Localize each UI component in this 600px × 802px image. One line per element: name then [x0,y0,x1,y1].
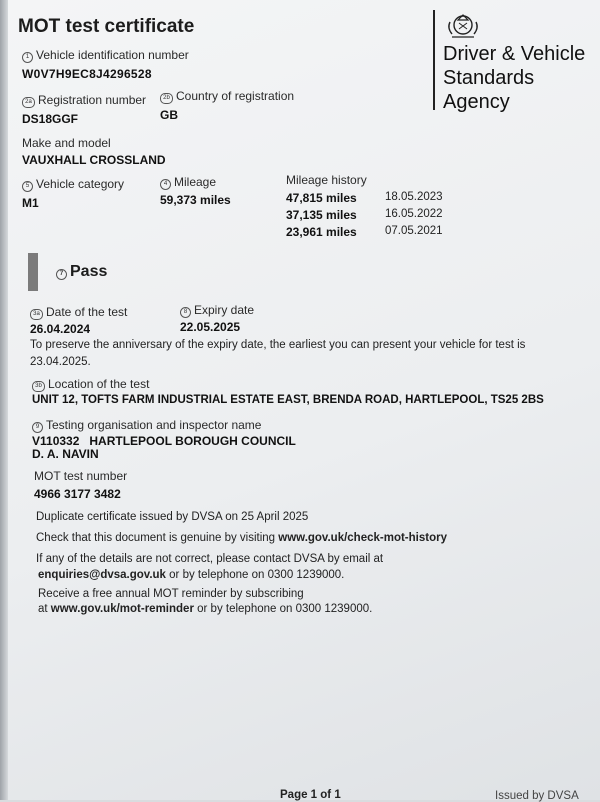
mileage-history-miles: 23,961 miles [286,225,357,239]
mileage-history-date: 07.05.2021 [385,225,443,237]
location-label: 3b Location of the test [32,377,149,392]
issued-by: Issued by DVSA [495,790,579,802]
mileage-value: 59,373 miles [160,193,231,207]
country-value: GB [160,108,178,122]
mileage-history-miles: 37,135 miles [286,208,357,222]
make-model-label: Make and model [22,136,111,150]
organisation-value: V110332 HARTLEPOOL BOROUGH COUNCIL [32,434,296,448]
reminder-note: Receive a free annual MOT reminder by subscribing [38,588,304,600]
organisation-label: 9 Testing organisation and inspector name [32,418,261,433]
expiry-label: 8 Expiry date [180,303,254,318]
inspector-name: D. A. NAVIN [32,447,99,461]
category-label: 5 Vehicle category [22,177,124,192]
anniversary-date: 23.04.2025. [30,356,91,368]
mileage-history-miles: 47,815 miles [286,191,357,205]
reminder-note-line2: at www.gov.uk/mot-reminder or by telephone on 0300 1239000. [38,603,373,615]
anniversary-note: To preserve the anniversary of the expiry date, the earliest you can present your vehicle for test is [30,339,526,351]
vin-label: 1 Vehicle identification number [22,48,189,63]
expiry-value: 22.05.2025 [180,320,241,334]
check-mot-history-link[interactable]: www.gov.uk/check-mot-history [278,532,447,544]
result-marker [28,253,38,291]
test-number-value: 4966 3177 3482 [34,487,121,501]
mileage-history-date: 16.05.2022 [385,208,443,220]
result-pass: 7 Pass [56,263,107,281]
country-label: 2b Country of registration [160,89,294,104]
agency-name: Driver & Vehicle Standards Agency [443,43,586,113]
make-model-value: VAUXHALL CROSSLAND [22,153,166,167]
page-number: Page 1 of 1 [280,789,341,801]
registration-value: DS18GGF [22,112,79,126]
contact-note-line2: enquiries@dvsa.gov.uk or by telephone on 0300 1239000. [38,569,345,581]
location-value: UNIT 12, TOFTS FARM INDUSTRIAL ESTATE EAST, BRENDA ROAD, HARTLEPOOL, TS25 2BS [32,394,544,406]
mileage-history-label: Mileage history [286,173,367,187]
agency-divider [433,10,435,110]
paper-edge [0,0,8,800]
mot-reminder-link[interactable]: www.gov.uk/mot-reminder [50,603,194,615]
page-title: MOT test certificate [18,16,195,37]
test-date-value: 26.04.2024 [30,322,91,336]
mileage-history-date: 18.05.2023 [385,191,443,203]
check-note: Check that this document is genuine by visiting www.gov.uk/check-mot-history [36,532,447,544]
royal-crest-icon [444,8,482,40]
contact-email-link[interactable]: enquiries@dvsa.gov.uk [38,569,166,581]
test-date-label: 3a Date of the test [30,305,127,320]
contact-note: If any of the details are not correct, please contact DVSA by email at [36,553,384,565]
category-value: M1 [22,196,39,210]
duplicate-note: Duplicate certificate issued by DVSA on 25 April 2025 [36,511,309,523]
mileage-label: 4 Mileage [160,175,216,190]
registration-label: 2a Registration number [22,93,146,108]
test-number-label: MOT test number [34,469,128,483]
vin-value: W0V7H9EC8J4296528 [22,67,152,81]
